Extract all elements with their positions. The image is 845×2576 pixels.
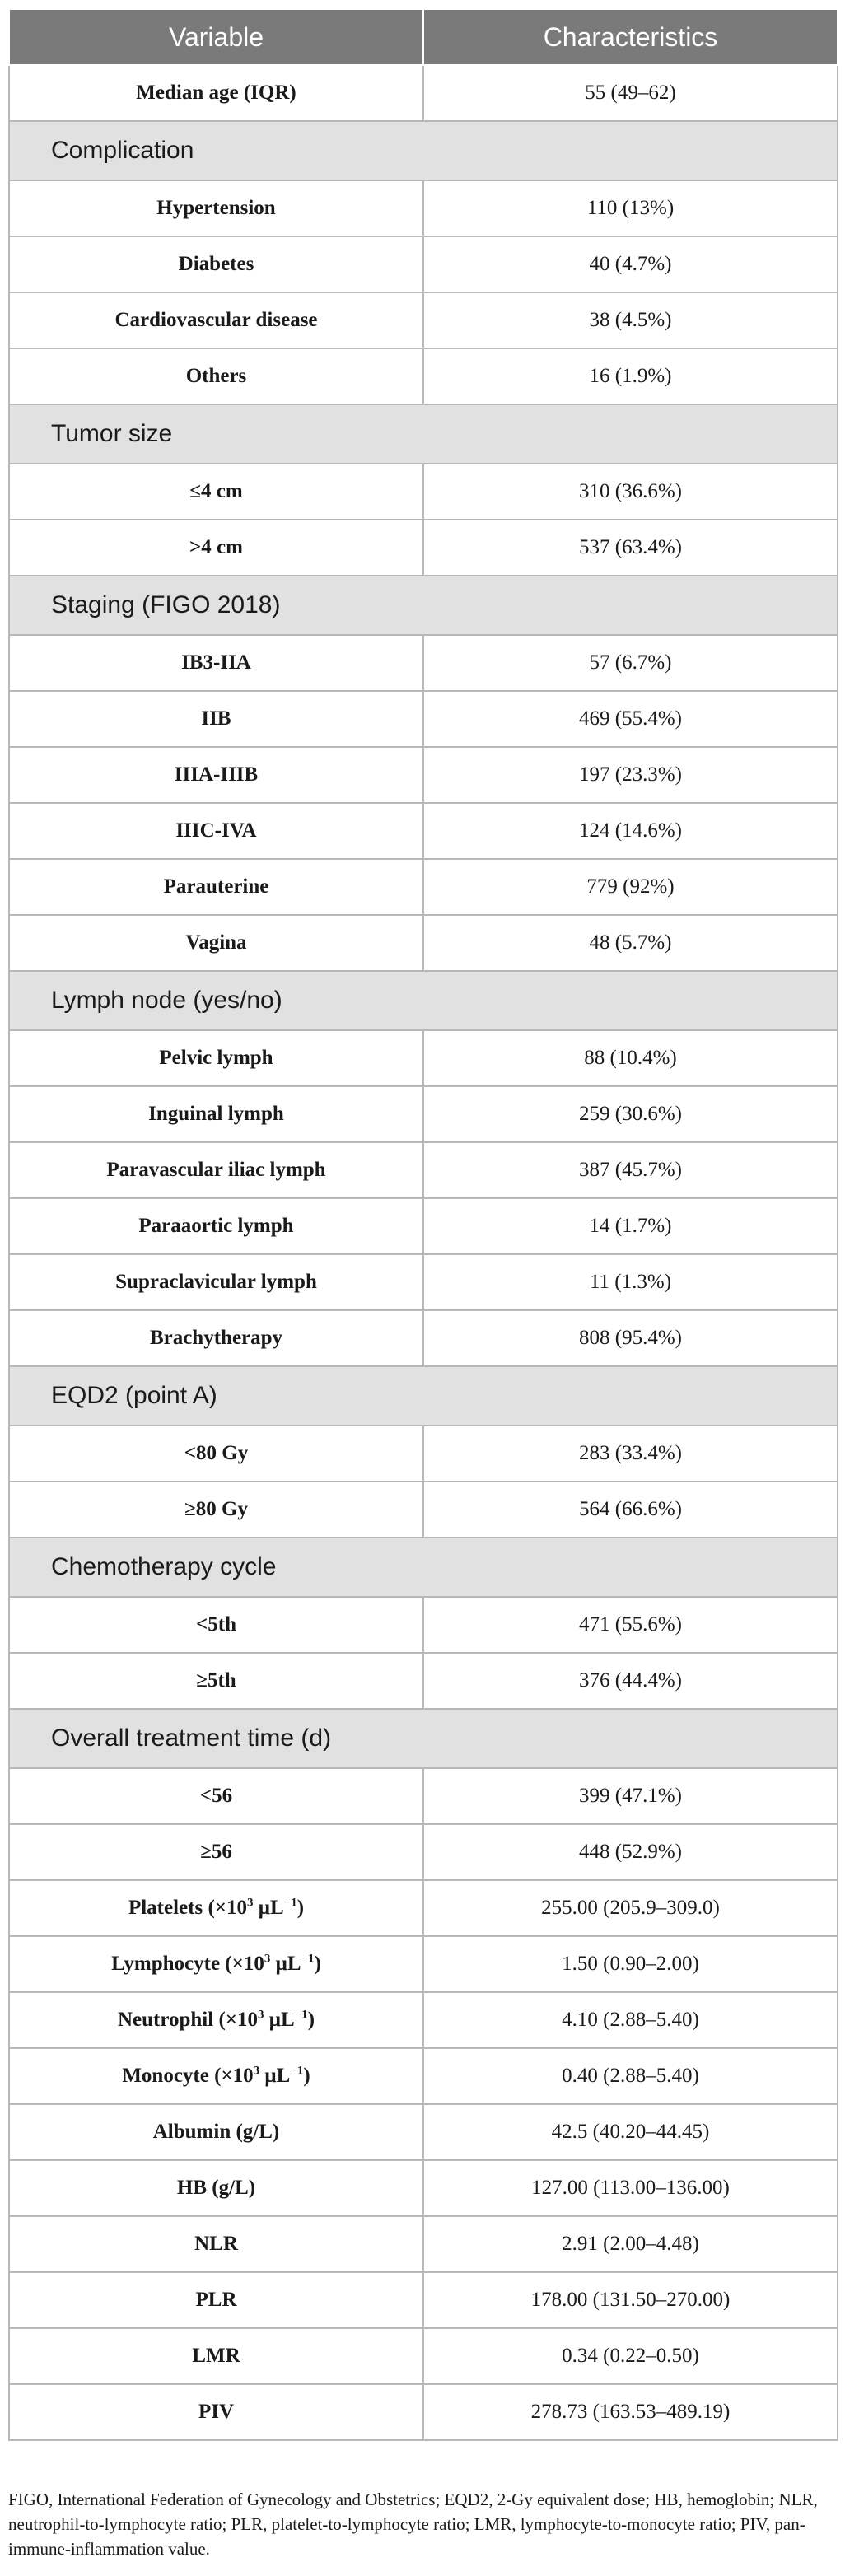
variable-label: <56: [199, 1785, 233, 1807]
characteristics-table: [8, 8, 838, 2441]
variable-label: IIIC-IVA: [175, 819, 257, 842]
table-row: [9, 2160, 838, 2216]
section-header-row: [9, 971, 838, 1030]
section-label: Tumor size: [9, 404, 838, 464]
characteristic-value: 278.73 (163.53–489.19): [423, 2384, 838, 2440]
variable-cell: [9, 691, 423, 747]
variable-cell: [9, 1310, 423, 1366]
characteristic-value: 399 (47.1%): [423, 1768, 838, 1824]
variable-cell: [9, 635, 423, 691]
label-superscript: 3: [264, 1952, 271, 1966]
characteristic-value: 124 (14.6%): [423, 803, 838, 859]
characteristic-value: 88 (10.4%): [423, 1030, 838, 1086]
characteristic-value: 16 (1.9%): [423, 348, 838, 404]
variable-label: μL: [270, 1953, 301, 1975]
characteristic-value: 48 (5.7%): [423, 915, 838, 971]
section-header-row: [9, 121, 838, 180]
variable-label: ≥56: [200, 1841, 232, 1863]
variable-cell: [9, 859, 423, 915]
section-label: Lymph node (yes/no): [9, 971, 838, 1030]
variable-label: ): [314, 1953, 321, 1975]
variable-cell: [9, 803, 423, 859]
variable-cell: [9, 1768, 423, 1824]
table-row: [9, 1992, 838, 2048]
variable-label: ): [296, 1897, 305, 1919]
characteristic-value: 376 (44.4%): [423, 1653, 838, 1709]
variable-label: HB (g/L): [176, 2177, 256, 2199]
variable-label: Pelvic lymph: [159, 1047, 273, 1069]
section-header-row: [9, 1709, 838, 1768]
characteristic-value: 4.10 (2.88–5.40): [423, 1992, 838, 2048]
characteristic-value: 178.00 (131.50–270.00): [423, 2272, 838, 2328]
characteristic-value: 14 (1.7%): [423, 1198, 838, 1254]
table-row: [9, 2216, 838, 2272]
characteristic-value: 42.5 (40.20–44.45): [423, 2104, 838, 2160]
variable-label: Diabetes: [178, 253, 254, 275]
variable-cell: [9, 2384, 423, 2440]
variable-cell: [9, 747, 423, 803]
characteristic-value: 2.91 (2.00–4.48): [423, 2216, 838, 2272]
table-row: [9, 1198, 838, 1254]
label-superscript: 3: [253, 2064, 260, 2078]
variable-label: Brachytherapy: [149, 1327, 283, 1349]
table-row: [9, 348, 838, 404]
characteristic-value: 448 (52.9%): [423, 1824, 838, 1880]
characteristic-value: 779 (92%): [423, 859, 838, 915]
variable-cell: [9, 236, 423, 292]
characteristic-value: 387 (45.7%): [423, 1142, 838, 1198]
variable-cell: [9, 1426, 423, 1482]
characteristic-value: 1.50 (0.90–2.00): [423, 1936, 838, 1992]
table-row: [9, 635, 838, 691]
variable-label: Cardiovascular disease: [114, 309, 318, 331]
table-row: [9, 859, 838, 915]
variable-label: >4 cm: [189, 536, 243, 558]
variable-cell: [9, 65, 423, 121]
variable-cell: [9, 1880, 423, 1936]
variable-cell: [9, 2048, 423, 2104]
variable-label: <5th: [196, 1613, 236, 1636]
label-superscript: 3: [258, 2008, 264, 2022]
variable-label: IB3-IIA: [181, 651, 251, 674]
table-row: [9, 1254, 838, 1310]
table-row: [9, 1030, 838, 1086]
table-row: [9, 803, 838, 859]
table-row: [9, 2272, 838, 2328]
variable-label: Inguinal lymph: [148, 1103, 284, 1125]
variable-cell: [9, 1653, 423, 1709]
variable-label: PIV: [198, 2401, 235, 2423]
variable-cell: [9, 348, 423, 404]
table-row: [9, 1086, 838, 1142]
variable-cell: [9, 1482, 423, 1538]
characteristic-value: 537 (63.4%): [423, 520, 838, 576]
section-label: Complication: [9, 121, 838, 180]
variable-cell: [9, 915, 423, 971]
variable-cell: [9, 2328, 423, 2384]
characteristic-value: 110 (13%): [423, 180, 838, 236]
table-row: [9, 747, 838, 803]
variable-label: Median age (IQR): [136, 82, 296, 104]
variable-cell: [9, 1992, 423, 2048]
variable-label: ≤4 cm: [189, 480, 243, 502]
header-variable: Variable: [9, 9, 423, 65]
table-row: [9, 1936, 838, 1992]
variable-cell: [9, 2272, 423, 2328]
characteristic-value: 197 (23.3%): [423, 747, 838, 803]
variable-cell: [9, 1030, 423, 1086]
variable-cell: [9, 1086, 423, 1142]
label-superscript: −1: [290, 2064, 304, 2078]
variable-cell: [9, 1936, 423, 1992]
table-row: [9, 1482, 838, 1538]
characteristic-value: 40 (4.7%): [423, 236, 838, 292]
variable-label: Paravascular iliac lymph: [106, 1159, 326, 1181]
characteristic-value: 0.40 (2.88–5.40): [423, 2048, 838, 2104]
section-label: Overall treatment time (d): [9, 1709, 838, 1768]
table-row: [9, 180, 838, 236]
table-row: [9, 464, 838, 520]
table-row: [9, 292, 838, 348]
variable-label: PLR: [195, 2289, 237, 2311]
variable-label: LMR: [192, 2345, 240, 2367]
variable-cell: [9, 180, 423, 236]
characteristic-value: 808 (95.4%): [423, 1310, 838, 1366]
table-row: [9, 1768, 838, 1824]
characteristic-value: 127.00 (113.00–136.00): [423, 2160, 838, 2216]
characteristic-value: 255.00 (205.9–309.0): [423, 1880, 838, 1936]
header-characteristics: Characteristics: [423, 9, 838, 65]
variable-label: Platelets (×10: [128, 1897, 248, 1919]
label-superscript: −1: [283, 1896, 297, 1910]
table-row: [9, 1426, 838, 1482]
variable-cell: [9, 1198, 423, 1254]
characteristic-value: 469 (55.4%): [423, 691, 838, 747]
table-row: [9, 2104, 838, 2160]
section-header-row: [9, 404, 838, 464]
variable-label: μL: [259, 2065, 291, 2087]
variable-label: Vagina: [185, 931, 247, 954]
table-row: [9, 2328, 838, 2384]
variable-label: IIIA-IIIB: [174, 763, 259, 786]
variable-cell: [9, 2216, 423, 2272]
variable-label: μL: [253, 1897, 284, 1919]
characteristic-value: 283 (33.4%): [423, 1426, 838, 1482]
table-row: [9, 2048, 838, 2104]
variable-cell: [9, 520, 423, 576]
variable-label: ≥80 Gy: [184, 1498, 248, 1520]
section-label: Chemotherapy cycle: [9, 1538, 838, 1597]
variable-label: Others: [185, 365, 247, 387]
characteristic-value: 38 (4.5%): [423, 292, 838, 348]
variable-cell: [9, 2160, 423, 2216]
variable-label: Neutrophil (×10: [117, 2009, 259, 2031]
characteristic-value: 471 (55.6%): [423, 1597, 838, 1653]
variable-label: ): [307, 2009, 315, 2031]
table-row: [9, 1310, 838, 1366]
variable-label: Monocyte (×10: [122, 2065, 254, 2087]
section-label: EQD2 (point A): [9, 1366, 838, 1426]
characteristic-value: 0.34 (0.22–0.50): [423, 2328, 838, 2384]
characteristic-value: 310 (36.6%): [423, 464, 838, 520]
table-row: [9, 236, 838, 292]
variable-cell: [9, 1142, 423, 1198]
label-superscript: −1: [301, 1952, 315, 1966]
characteristic-value: 11 (1.3%): [423, 1254, 838, 1310]
variable-label: Lymphocyte (×10: [111, 1953, 264, 1975]
section-header-row: [9, 1538, 838, 1597]
table-row: [9, 520, 838, 576]
table-row: [9, 2384, 838, 2440]
table-row: [9, 1142, 838, 1198]
variable-label: Paraaortic lymph: [138, 1215, 294, 1237]
section-header-row: [9, 1366, 838, 1426]
characteristic-value: 55 (49–62): [423, 65, 838, 121]
table-row: [9, 1653, 838, 1709]
characteristic-value: 57 (6.7%): [423, 635, 838, 691]
variable-cell: [9, 2104, 423, 2160]
variable-cell: [9, 464, 423, 520]
section-header-row: [9, 576, 838, 635]
table-row: [9, 1597, 838, 1653]
variable-cell: [9, 1597, 423, 1653]
section-label: Staging (FIGO 2018): [9, 576, 838, 635]
table-header-row: [9, 9, 838, 65]
table-footnote: FIGO, International Federation of Gynecology and Obstetrics; EQD2, 2-Gy equivalent dose; HB, hemoglobin; NLR, neutrophil-to-lymphocyte ratio; PLR, platelet-to-lymphocyte ratio; LMR, lymphocyte-to-monocyte ratio; PIV, pan-immune-inflammation value.: [8, 2490, 818, 2559]
variable-label: μL: [264, 2009, 295, 2031]
variable-cell: [9, 292, 423, 348]
variable-cell: [9, 1254, 423, 1310]
characteristic-value: 564 (66.6%): [423, 1482, 838, 1538]
variable-label: Hypertension: [156, 197, 276, 219]
variable-label: <80 Gy: [184, 1442, 249, 1464]
table-row: [9, 915, 838, 971]
label-superscript: −1: [294, 2008, 308, 2022]
variable-label: Parauterine: [163, 875, 269, 898]
table-row: [9, 691, 838, 747]
variable-label: Albumin (g/L): [152, 2121, 280, 2143]
characteristics-table-container: [8, 8, 837, 2441]
characteristic-value: 259 (30.6%): [423, 1086, 838, 1142]
table-row: [9, 1880, 838, 1936]
variable-label: NLR: [194, 2233, 238, 2255]
table-row: [9, 1824, 838, 1880]
label-superscript: 3: [247, 1896, 254, 1910]
variable-label: ): [303, 2065, 310, 2087]
variable-label: IIB: [201, 707, 231, 730]
table-row: [9, 65, 838, 121]
variable-cell: [9, 1824, 423, 1880]
table-body: [9, 65, 838, 2440]
variable-label: ≥5th: [196, 1669, 236, 1692]
variable-label: Supraclavicular lymph: [115, 1271, 317, 1293]
